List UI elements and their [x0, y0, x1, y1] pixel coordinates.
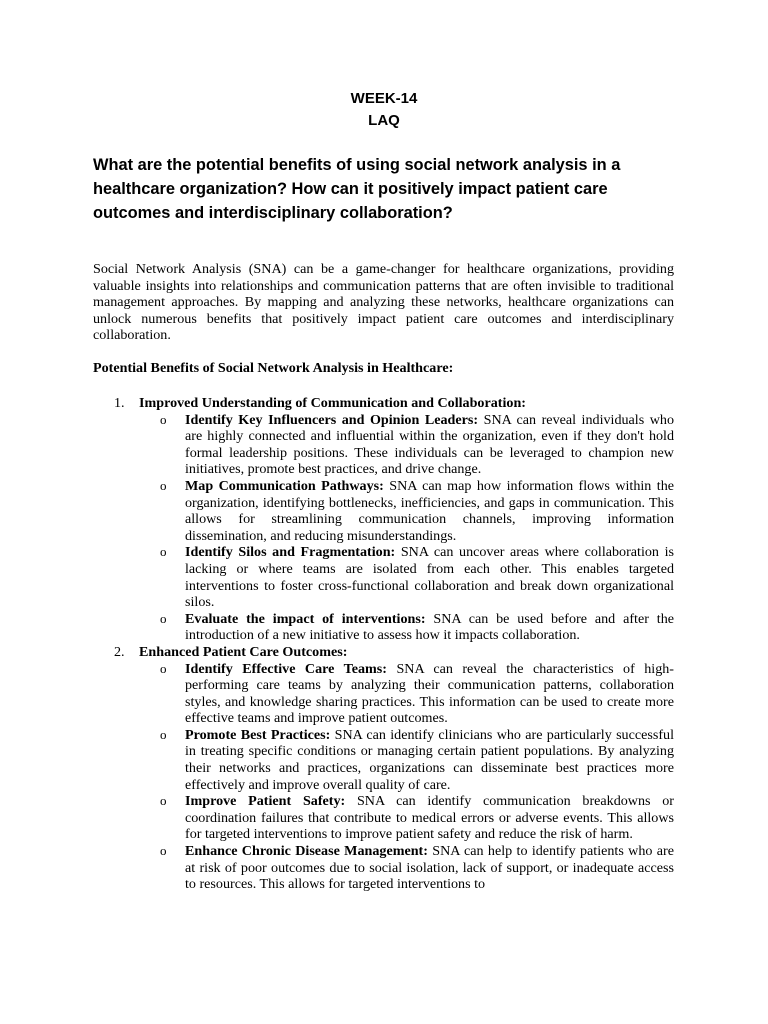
item-title: Identify Key Influencers and Opinion Leaders: — [185, 411, 479, 428]
section-title: Enhanced Patient Care Outcomes: — [139, 643, 348, 660]
list-item — [93, 478, 674, 544]
item-text: SNA can reveal individuals who are highly connected and influential within the organization, even if they don't hold formal leadership positions. These individuals can be leveraged to champion new initiatives, promote best practices, and drive change. — [185, 411, 674, 478]
list-item — [93, 727, 674, 793]
item-title: Map Communication Pathways: — [185, 477, 384, 494]
section-number: 2. — [114, 643, 125, 660]
item-text: SNA can map how information flows within the organization, identifying bottlenecks, inefficiencies, and gaps in communication. This allows for streamlining communication channels, improving information dissemination, and reducing misunderstandings. — [185, 477, 675, 544]
section-heading — [93, 644, 674, 661]
bullet-icon: o — [160, 544, 167, 560]
bullet-icon: o — [160, 610, 167, 626]
bullet-icon: o — [160, 660, 167, 676]
intro-paragraph: Social Network Analysis (SNA) can be a game-changer for healthcare organizations, providing valuable insights into relationships and communication patterns that are often invisible to traditional management approaches. By mapping and analyzing these networks, healthcare organizations can unlock numerous benefits that positively impact patient care outcomes and interdisciplinary collaboration. — [93, 261, 674, 344]
item-text: SNA can identify communication breakdowns or coordination failures that contribute to medical errors or adverse events. This allows for targeted interventions to improve patient safety and reduce the risk of harm. — [185, 793, 674, 843]
bullet-icon: o — [160, 843, 167, 859]
item-text: SNA can identify clinicians who are particularly successful in treating specific conditions or managing certain patient populations. By analyzing their networks and practices, organizations can disseminate best practices more effectively and improve overall quality of care. — [185, 726, 674, 793]
item-text: SNA can reveal the characteristics of high-performing care teams by analyzing their communication patterns, collaboration styles, and knowledge sharing practices. This information can be used to create more effective teams and improve patient outcomes. — [185, 660, 674, 727]
section-number: 1. — [114, 395, 125, 411]
item-title: Promote Best Practices: — [185, 726, 331, 743]
section-title: Improved Understanding of Communication and Collaboration: — [139, 395, 526, 411]
item-title: Identify Effective Care Teams: — [185, 660, 387, 677]
list-item — [93, 611, 674, 644]
bullet-icon: o — [160, 477, 167, 493]
list-item — [93, 661, 674, 727]
item-text: SNA can uncover areas where collaboration is lacking or where teams are isolated from each other. This enables targeted interventions to foster cross-functional collaboration and break down organizational silos. — [185, 544, 674, 611]
bullet-icon: o — [160, 793, 167, 809]
item-text: SNA can be used before and after the introduction of a new initiative to assess how it impacts collaboration. — [185, 610, 674, 644]
bullet-icon: o — [160, 411, 167, 427]
week-heading: WEEK-14 — [350, 90, 418, 107]
list-item — [93, 544, 674, 610]
section-1 — [93, 395, 674, 644]
list-item — [93, 412, 674, 478]
item-title: Evaluate the impact of interventions: — [185, 610, 426, 627]
section-2 — [93, 644, 674, 893]
benefits-heading: Potential Benefits of Social Network Analysis in Healthcare: — [93, 360, 454, 376]
benefits-list — [93, 395, 674, 893]
section-heading — [93, 395, 674, 412]
laq-heading: LAQ — [368, 112, 400, 129]
item-text: SNA can help to identify patients who are at risk of poor outcomes due to social isolation, lack of support, or inadequate access to resources. This allows for targeted interventions to — [185, 843, 674, 893]
list-item — [93, 793, 674, 843]
list-item — [93, 843, 674, 893]
item-title: Identify Silos and Fragmentation: — [185, 544, 396, 561]
bullet-icon: o — [160, 726, 167, 742]
item-title: Improve Patient Safety: — [185, 793, 346, 810]
question-text: What are the potential benefits of using social network analysis in a healthcare organization? How can it positively impact patient care outcomes and interdisciplinary collaboration? — [93, 156, 621, 222]
item-title: Enhance Chronic Disease Management: — [185, 843, 428, 860]
